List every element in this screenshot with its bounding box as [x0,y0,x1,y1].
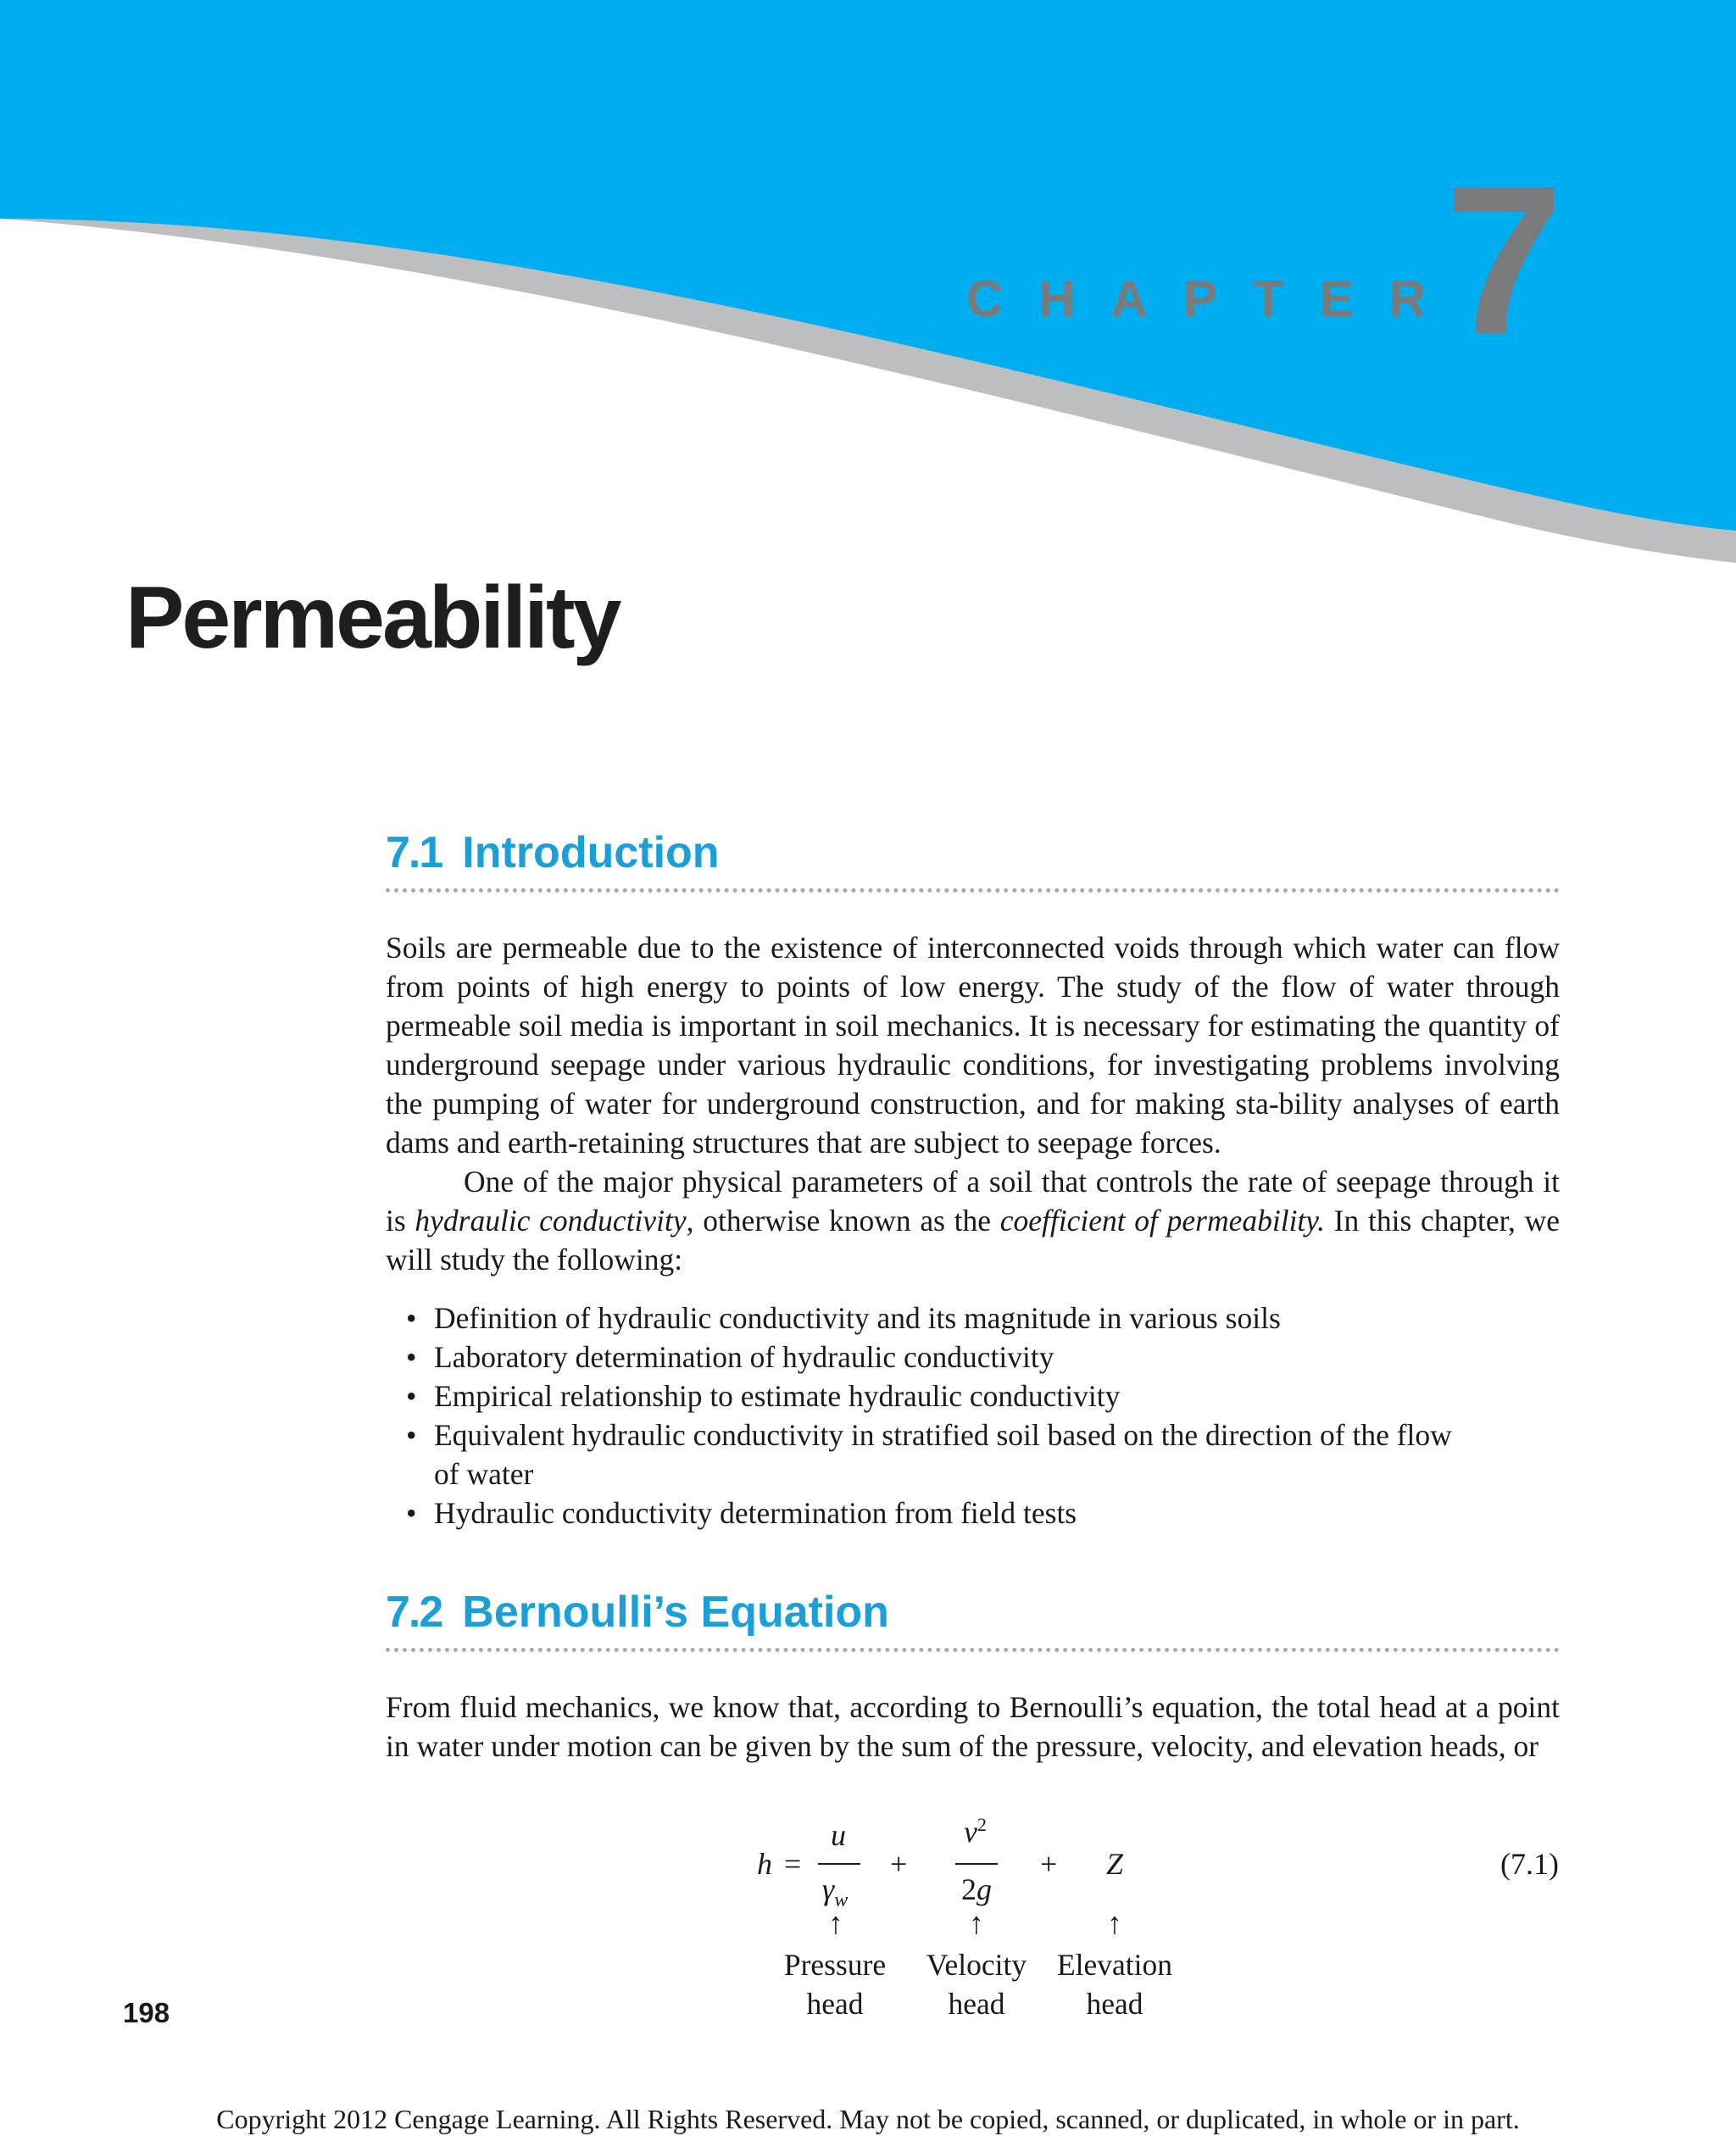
section-heading-bernoulli [386,1586,1560,1638]
label-line: Pressure [783,1948,887,1982]
pressure-head-label [776,1945,894,2023]
arrow-up-icon: ↑ [828,1906,843,1940]
equals-sign: = [784,1847,802,1881]
intro-paragraph-2 [386,1162,1560,1279]
velocity-head-label [917,1945,1036,2023]
equation-number: (7.1) [1500,1847,1559,1881]
chapter-title: Permeability [125,569,620,667]
plus-sign: + [890,1847,908,1881]
plus-sign: + [1040,1847,1058,1881]
term-hydraulic-conductivity: hydraulic conductivity [415,1204,687,1238]
label-line: head [806,1987,864,2021]
paragraph-text: One of the major physical parameters of a soil that controls the rate of seepage through it is [386,1165,1560,1238]
gamma-symbol: γ [822,1872,835,1906]
velocity-symbol: v [964,1815,977,1849]
paragraph-text: , otherwise known as the [686,1204,1000,1238]
velocity-denominator [961,1872,992,1907]
bullet-icon: • [406,1418,417,1452]
label-line: head [948,1987,1005,2021]
fraction-bar [818,1863,860,1865]
list-item-text: Empirical relationship to estimate hydraulic conductivity [434,1379,1121,1413]
elevation-head-label [1051,1945,1178,2023]
equation-lhs: h [757,1847,772,1881]
label-line: Elevation [1056,1948,1173,1982]
section-title: Bernoulli’s Equation [462,1588,889,1637]
arrow-up-icon: ↑ [969,1906,984,1940]
gravity-symbol: g [976,1872,992,1906]
denominator-two: 2 [961,1872,976,1906]
bullet-icon: • [406,1496,417,1530]
list-item-text: Laboratory determination of hydraulic conductivity [434,1340,1054,1374]
intro-paragraph-1: Soils are permeable due to the existence of interconnected voids through which water can flow from points of high energy to points of low energy. The study of the flow of water through permeable soil media is important in soil mechanics. It is necessary for estimating the quantity of underground seepage under various hydraulic conditions, for investigating problems involving the pumping of water for underground construction, and for making sta-bility analyses of earth dams and earth-retaining structures that are subject to seepage forces. [386,931,1560,1160]
section-title: Introduction [462,828,720,877]
topics-list [386,1299,1560,1532]
term-coefficient-of-permeability: coefficient of permeability. [999,1204,1325,1238]
section-number: 7.1 [386,828,442,877]
superscript-2: 2 [976,1814,987,1835]
list-item [386,1377,1560,1416]
label-line: Velocity [926,1948,1027,1982]
copyright-notice: Copyright 2012 Cengage Learning. All Rights Reserved. May not be copied, scanned, or duplicated, in whole or in part. [216,2104,1520,2134]
subscript-w: w [834,1889,849,1912]
velocity-numerator [964,1814,987,1849]
pressure-numerator: u [831,1818,846,1852]
list-item [386,1493,1560,1532]
page-number: 198 [123,1997,170,2028]
list-item [386,1299,1560,1338]
list-item-text: Equivalent hydraulic conductivity in stratified soil based on the direction of the flow of water [434,1418,1452,1491]
list-item [386,1338,1560,1377]
chapter-number: 7 [1445,142,1564,378]
list-item-text: Hydraulic conductivity determination from field tests [434,1496,1077,1530]
list-item [386,1416,1560,1493]
chapter-label: CHAPTER [966,270,1462,327]
list-item-text: Definition of hydraulic conductivity and its magnitude in various soils [434,1301,1281,1335]
paragraph-text: In this chapter, we will study the following: [386,1204,1561,1277]
section-divider [386,1648,1560,1652]
label-line: head [1086,1987,1143,2021]
bernoulli-paragraph: From fluid mechanics, we know that, according to Bernoulli’s equation, the total head at a point in water under motion can be given by the sum of the pressure, velocity, and elevation heads, or [386,1690,1560,1763]
elevation-term: Z [1106,1847,1124,1881]
fraction-bar [955,1863,998,1865]
arrow-up-icon: ↑ [1107,1906,1122,1940]
bullet-icon: • [406,1379,417,1413]
section-heading-introduction [386,826,1560,879]
section-divider [386,888,1560,893]
bullet-icon: • [406,1301,417,1335]
bullet-icon: • [406,1340,417,1374]
section-number: 7.2 [386,1588,442,1637]
